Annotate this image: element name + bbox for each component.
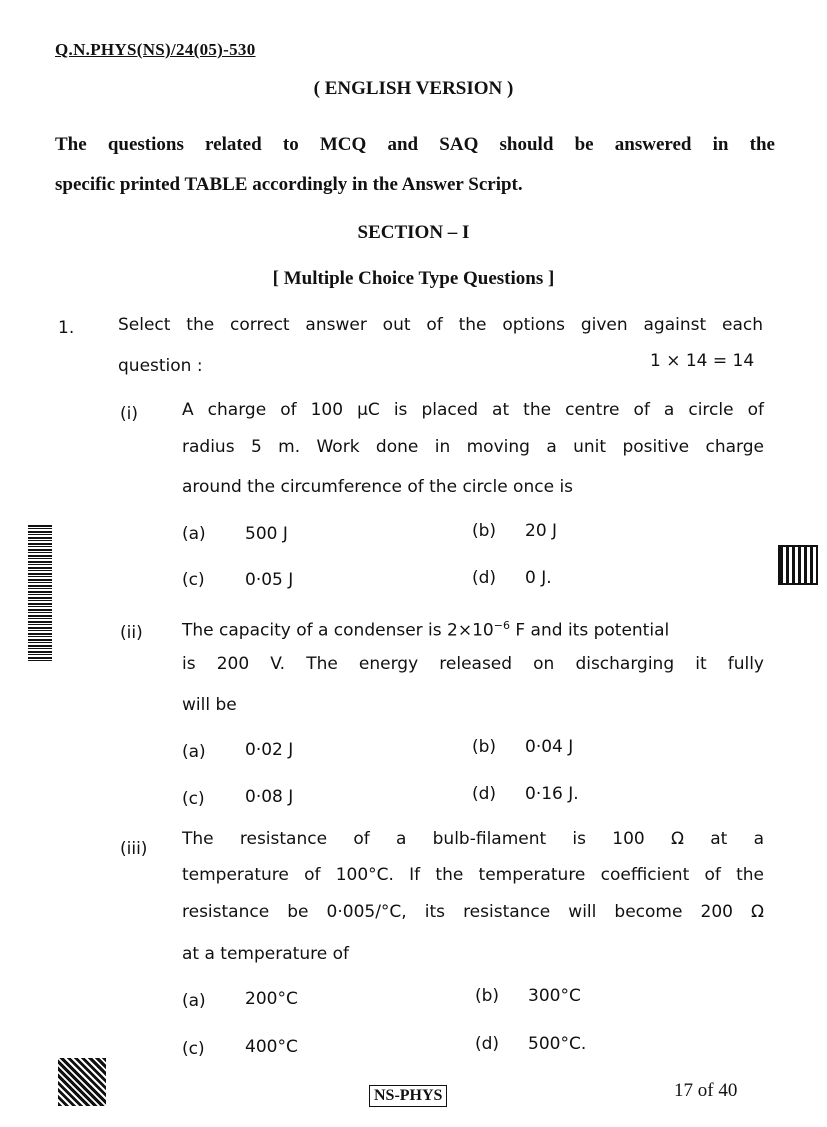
subq-iii-line-1: The resistance of a bulb-filament is 100 Ω at a [182,829,764,849]
question-text-line-1: Select the correct answer out of the options given against each [118,315,763,335]
subq-iii-option-d-label: (d) [475,1034,500,1054]
subq-i-line-3: around the circumference of the circle once is [182,477,574,497]
subq-iii-option-a-label: (a) [182,991,206,1011]
subq-i-option-d-label: (d) [472,568,497,588]
subq-i-line-2: radius 5 m. Work done in moving a unit positive charge [182,437,764,457]
subject-code-box: NS-PHYS [369,1085,447,1107]
question-marks: 1 × 14 = 14 [650,351,755,371]
version-heading: ( ENGLISH VERSION ) [313,78,514,99]
qr-code [778,545,818,585]
subq-iii-option-c-label: (c) [182,1039,205,1059]
subq-ii-option-b-text: 0·04 J [525,737,574,757]
section-subtitle: [ Multiple Choice Type Questions ] [272,268,555,289]
subq-i-option-b-label: (b) [472,521,497,541]
subq-iii-option-a-text: 200°C [245,989,298,1009]
subq-iii-option-b-label: (b) [475,986,500,1006]
subq-i-option-b-text: 20 J [525,521,558,541]
subq-iii-line-3: resistance be 0·005/°C, its resistance will become 200 Ω [182,902,764,922]
subq-i-option-d-text: 0 J. [525,568,552,588]
instruction-line-1: The questions related to MCQ and SAQ should be answered in the [55,134,775,155]
subq-ii-option-b-label: (b) [472,737,497,757]
subq-iii-line-2: temperature of 100°C. If the temperature coefficient of the [182,865,764,885]
subq-ii-line-3: will be [182,695,237,715]
section-title: SECTION – I [357,222,470,243]
subq-ii-exponent: −6 [493,619,510,632]
subq-ii-number: (ii) [120,623,143,643]
subq-iii-option-d-text: 500°C. [528,1034,587,1054]
instruction-line-2: specific printed TABLE accordingly in the Answer Script. [55,174,523,195]
question-number: 1. [58,318,75,338]
side-barcode [28,525,52,662]
subq-iii-number: (iii) [120,839,148,859]
subq-ii-line-1 [182,619,764,641]
subq-ii-line-1-tail: F and its potential [509,620,670,641]
question-text-line-2: question : [118,356,203,376]
subq-ii-line-2: is 200 V. The energy released on discharging it fully [182,654,764,674]
subq-i-number: (i) [120,404,138,424]
subq-i-option-c-label: (c) [182,570,205,590]
subq-iii-option-c-text: 400°C [245,1037,298,1057]
subq-ii-option-c-label: (c) [182,789,205,809]
subq-iii-option-b-text: 300°C [528,986,581,1006]
footer-qr-code [58,1058,106,1106]
subq-ii-option-c-text: 0·08 J [245,787,294,807]
subq-i-option-a-text: 500 J [245,524,288,544]
subq-iii-line-4: at a temperature of [182,944,349,964]
subq-i-line-1: A charge of 100 μC is placed at the centre of a circle of [182,400,764,420]
subq-i-option-a-label: (a) [182,524,206,544]
page-number: 17 of 40 [674,1080,738,1101]
subq-ii-option-d-text: 0·16 J. [525,784,579,804]
subq-i-option-c-text: 0·05 J [245,570,294,590]
subq-ii-option-d-label: (d) [472,784,497,804]
subq-ii-option-a-label: (a) [182,742,206,762]
subq-ii-line-1-text: The capacity of a condenser is 2×10 [182,620,494,641]
subq-ii-option-a-text: 0·02 J [245,740,294,760]
paper-code: Q.N.PHYS(NS)/24(05)-530 [55,40,256,59]
